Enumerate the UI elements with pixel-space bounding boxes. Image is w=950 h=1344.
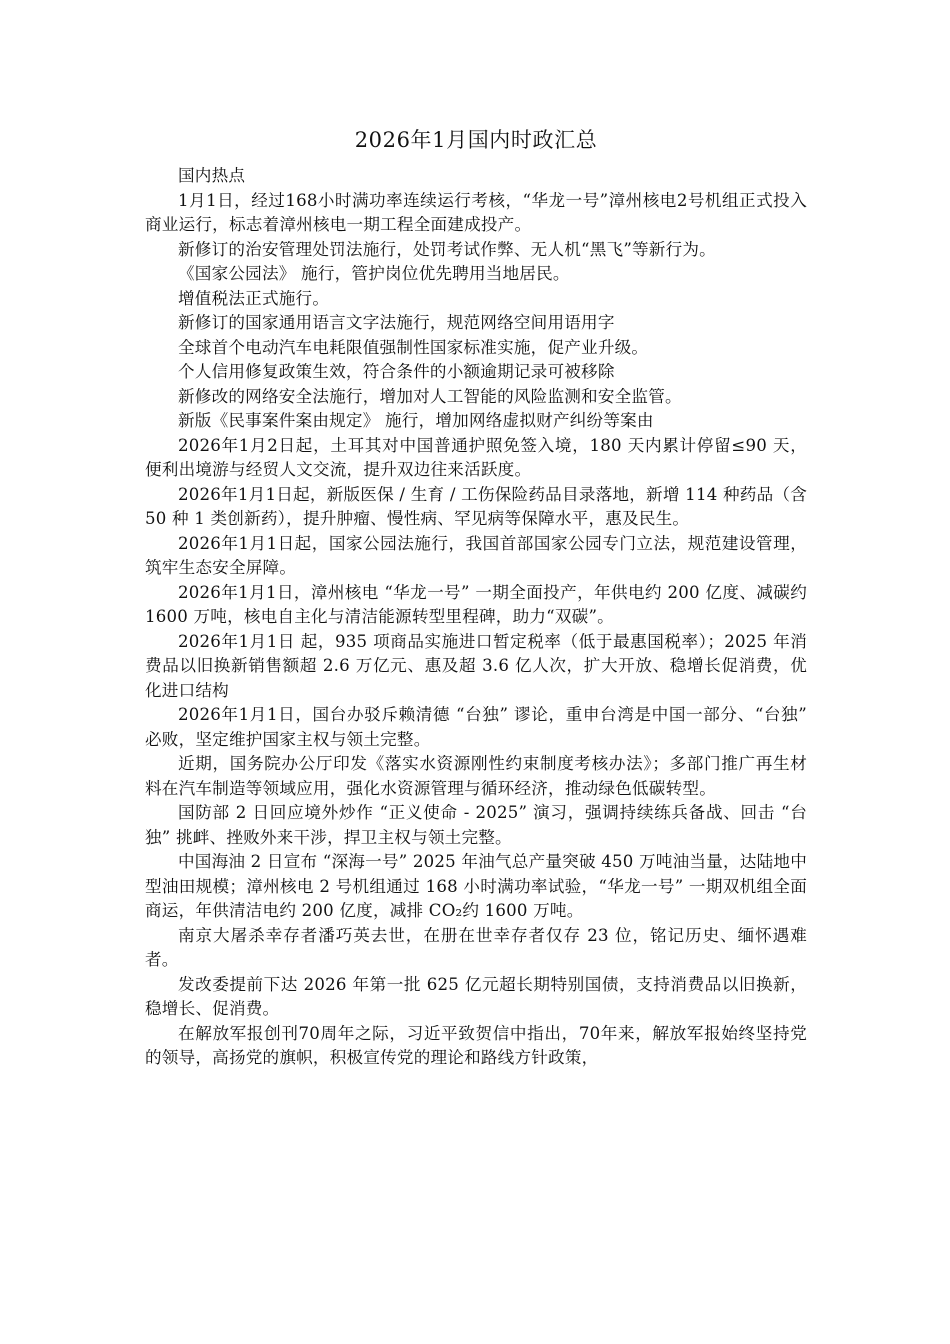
page-title: 2026年1月国内时政汇总: [354, 128, 598, 152]
paragraph-5: 新修订的国家通用语言文字法施行，规范网络空间用语用字: [178, 313, 615, 332]
paragraph-17: 国防部 2 日回应境外炒作 “正义使命 - 2025” 演习，强调持续练兵备战、回击 “台独” 挑衅、挫败外来干涉，捍卫主权与领土完整。: [145, 803, 807, 847]
paragraph-14: 2026年1月1日 起，935 项商品实施进口暂定税率（低于最惠国税率）；2025 年消费品以旧换新销售额超 2.6 万亿元、惠及超 3.6 亿人次，扩大开放、稳增长促消费，优化进口结构: [145, 631, 807, 700]
paragraph-13: 2026年1月1日，漳州核电 “华龙一号” 一期全面投产，年供电约 200 亿度、减碳约 1600 万吨，核电自主化与清洁能源转型里程碑，助力“双碳”。: [145, 582, 807, 626]
paragraph-15: 2026年1月1日，国台办驳斥赖清德 “台独” 谬论，重申台湾是中国一部分、“台独” 必败，坚定维护国家主权与领土完整。: [145, 705, 807, 749]
paragraph-19: 南京大屠杀幸存者潘巧英去世，在册在世幸存者仅存 23 位，铭记历史、缅怀遇难者。: [145, 925, 807, 969]
paragraph-6: 全球首个电动汽车电耗限值强制性国家标准实施，促产业升级。: [178, 337, 649, 357]
paragraph-1: 1月1日，经过168小时满功率连续运行考核，“华龙一号”漳州核电2号机组正式投入商业运行，标志着漳州核电一期工程全面建成投产。: [145, 190, 807, 234]
paragraph-21: 在解放军报创刊70周年之际，习近平致贺信中指出，70年来，解放军报始终坚持党的领导，高扬党的旗帜，积极宣传党的理论和路线方针政策，: [145, 1023, 807, 1067]
paragraph-20: 发改委提前下达 2026 年第一批 625 亿元超长期特别国债，支持消费品以旧换新，稳增长、促消费。: [145, 974, 807, 1018]
paragraph-4: 增值税法正式施行。: [178, 288, 330, 308]
paragraph-18: 中国海油 2 日宣布 “深海一号” 2025 年油气总产量突破 450 万吨油当量，达陆地中型油田规模；漳州核电 2 号机组通过 168 小时满功率试验，“华龙一号” 一期双机组全面商运，年供清洁电约 200 亿度，减排 CO₂约 1600 万吨。: [145, 852, 807, 920]
paragraph-11: 2026年1月1日起，新版医保 / 生育 / 工伤保险药品目录落地，新增 114 种药品（含 50 种 1 类创新药），提升肿瘤、慢性病、罕见病等保障水平，惠及民生。: [145, 484, 807, 528]
paragraph-7: 个人信用修复政策生效，符合条件的小额逾期记录可被移除: [178, 362, 615, 381]
paragraph-9: 新版《民事案件案由规定》 施行，增加网络虚拟财产纠纷等案由: [178, 411, 654, 430]
document-page: [145, 122, 807, 1071]
paragraph-3: 《国家公园法》 施行，管护岗位优先聘用当地居民。: [178, 264, 570, 283]
paragraph-8: 新修改的网络安全法施行，增加对人工智能的风险监测和安全监管。: [178, 386, 682, 406]
paragraph-12: 2026年1月1日起，国家公园法施行，我国首部国家公园专门立法，规范建设管理，筑牢生态安全屏障。: [145, 533, 807, 577]
paragraph-16: 近期，国务院办公厅印发《落实水资源刚性约束制度考核办法》；多部门推广再生材料在汽车制造等领域应用，强化水资源管理与循环经济，推动绿色低碳转型。: [145, 754, 807, 798]
section-heading: 国内热点: [178, 166, 246, 185]
paragraph-10: 2026年1月2日起，土耳其对中国普通护照免签入境，180 天内累计停留≤90 天，便利出境游与经贸人文交流，提升双边往来活跃度。: [145, 435, 807, 479]
paragraph-2: 新修订的治安管理处罚法施行，处罚考试作弊、无人机“黑飞”等新行为。: [178, 239, 716, 259]
